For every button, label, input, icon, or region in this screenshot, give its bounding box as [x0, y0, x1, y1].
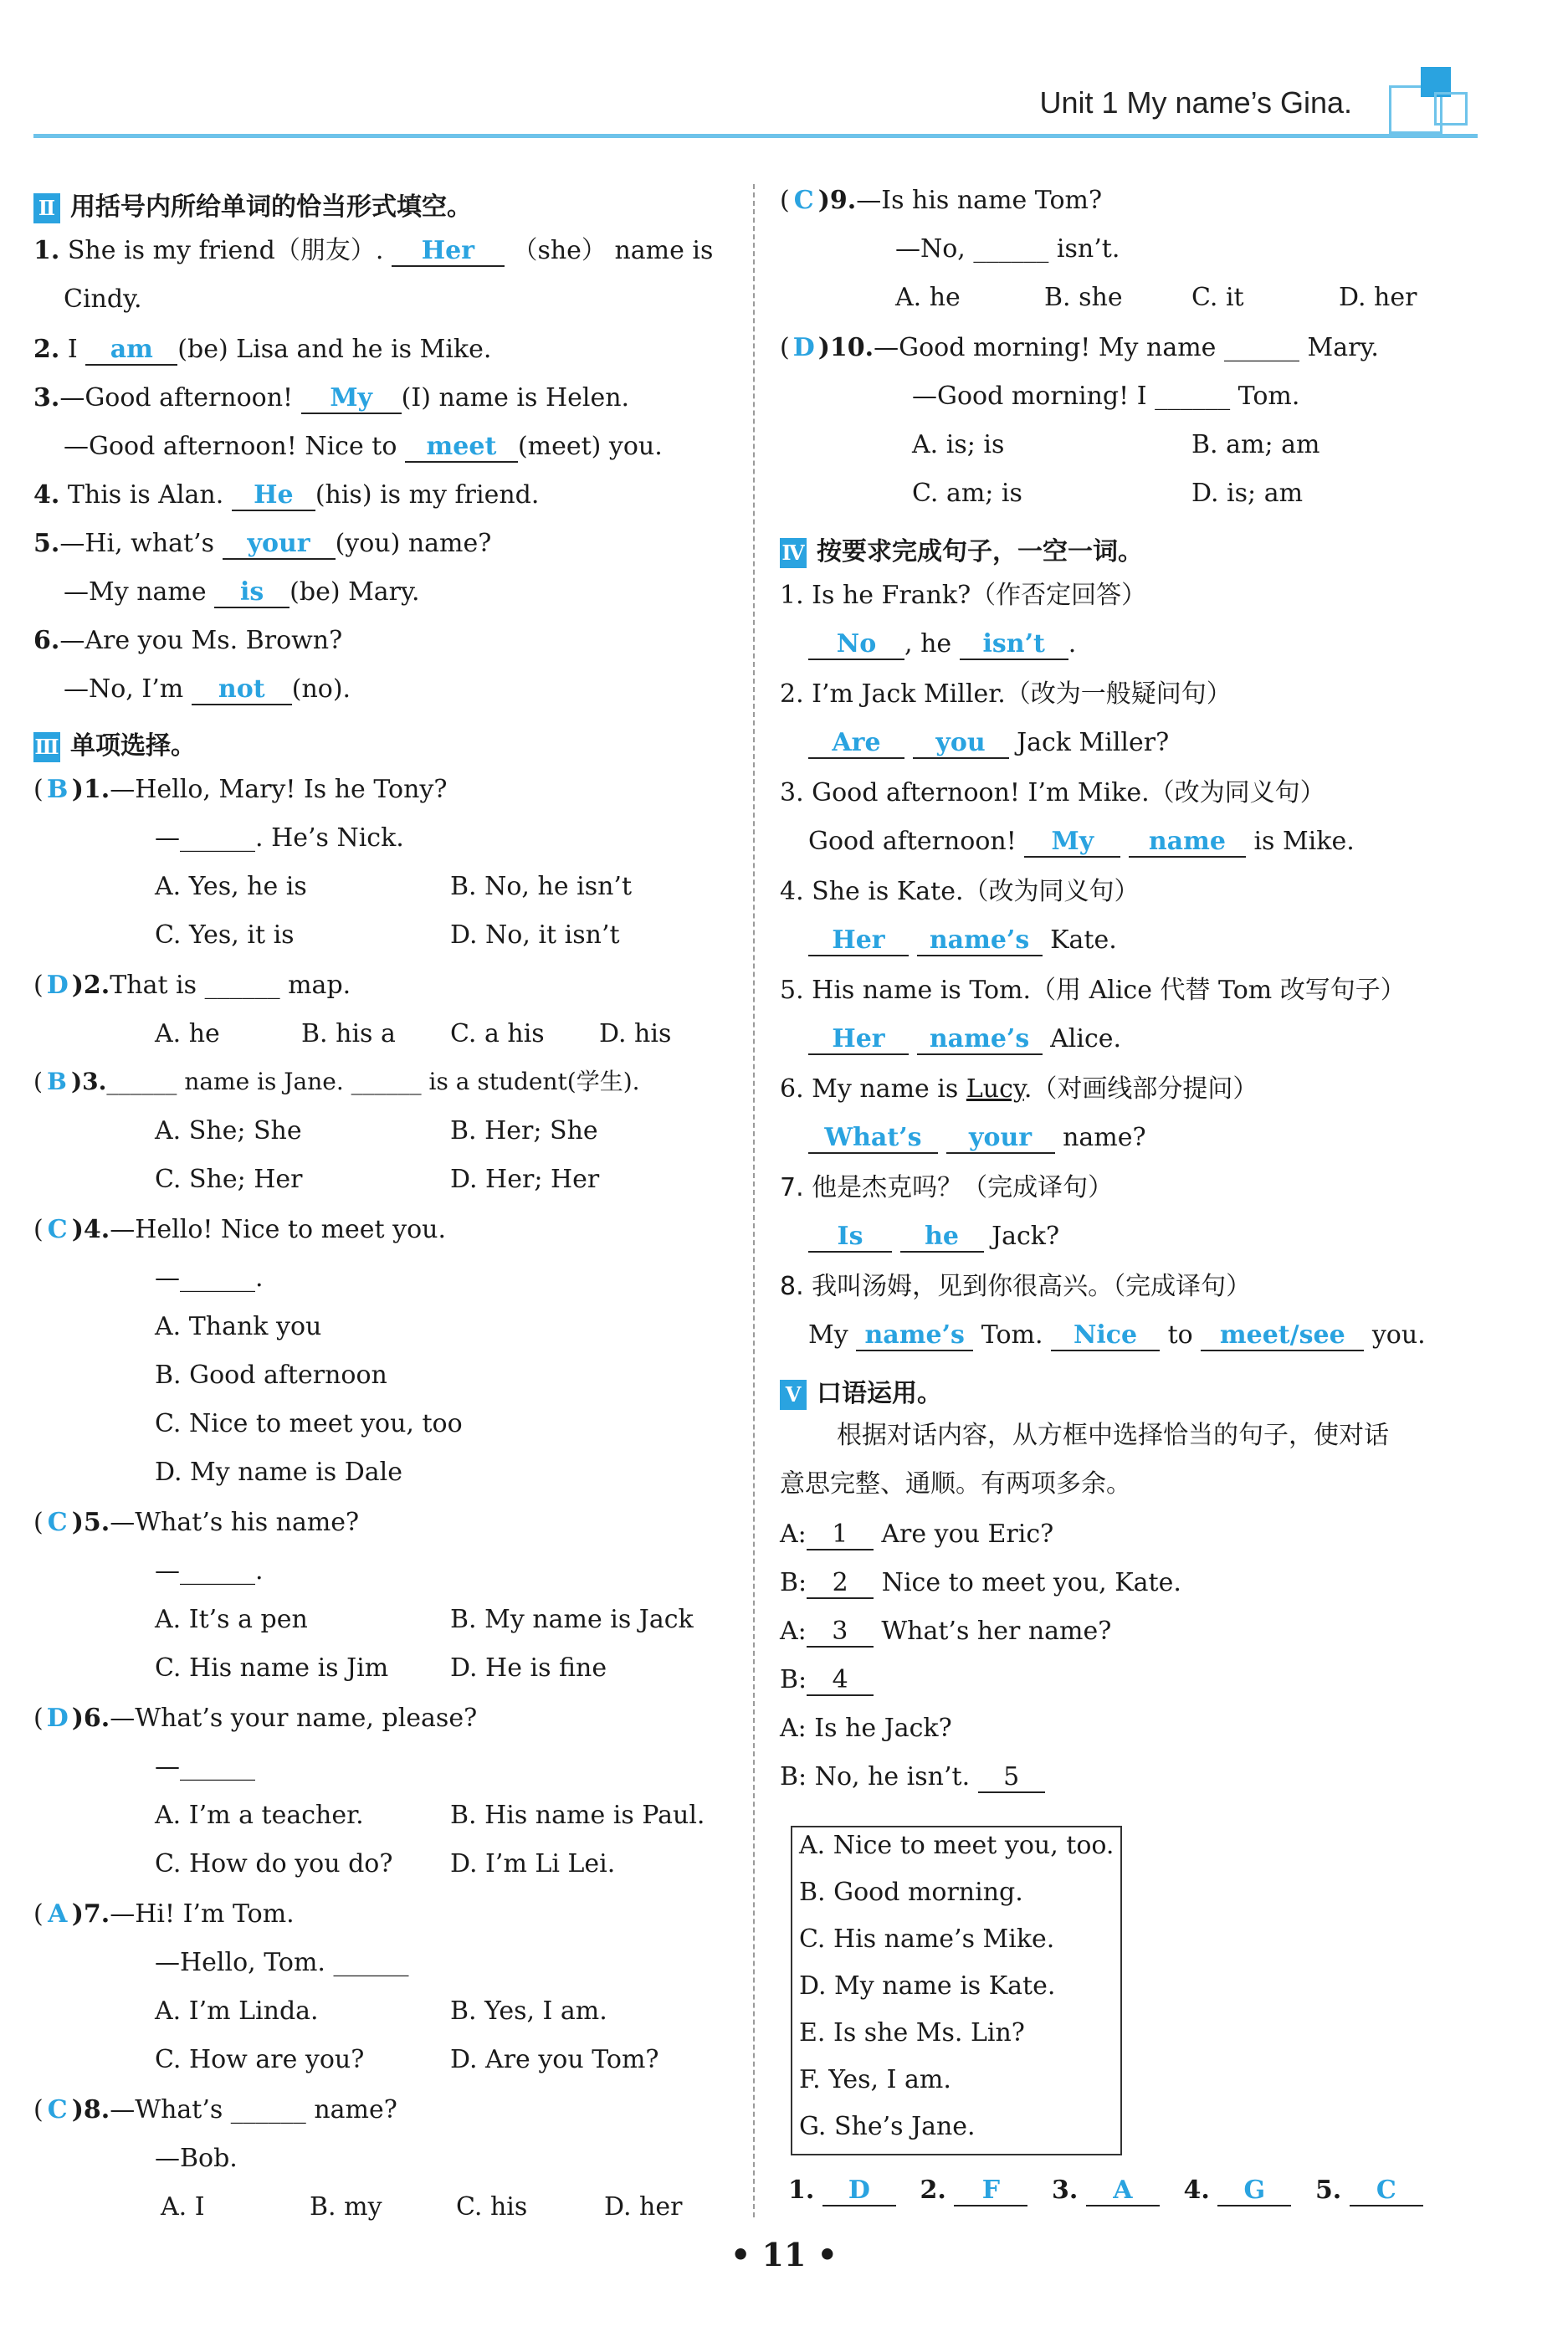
option-item: C. His name’s Mike.: [799, 1925, 1055, 1954]
answer-blank: Her: [392, 237, 505, 267]
mc-q5-line2: —______.: [155, 1556, 264, 1586]
option-c: C. am; is: [912, 479, 1022, 508]
option-d: D. her: [1339, 283, 1417, 312]
option-d: D. I’m Li Lei.: [450, 1849, 616, 1878]
section-3-heading: [33, 725, 196, 762]
fill-item-6: 6.—Are you Ms. Brown?: [33, 626, 343, 655]
dialogue-line-6: B: No, he isn’t. 5: [780, 1762, 1045, 1793]
option-d: D. My name is Dale: [155, 1458, 403, 1487]
option-b: B. Yes, I am.: [450, 1996, 607, 2026]
mc-q5: ( C )5.—What’s his name?: [33, 1508, 360, 1537]
transform-q1: 1. Is he Frank?（作否定回答）: [780, 581, 1147, 610]
transform-q2: 2. I’m Jack Miller.（改为一般疑问句）: [780, 679, 1232, 709]
transform-a4: Her name’s Kate.: [808, 925, 1117, 956]
dialogue-instructions-line2: 意思完整、通顺。有两项多余。: [780, 1469, 1131, 1499]
option-c: C. She; Her: [155, 1165, 303, 1194]
dialogue-line-2: B: 2 Nice to meet you, Kate.: [780, 1568, 1181, 1597]
answer-blank: is: [214, 578, 290, 608]
option-c: C. How are you?: [155, 2045, 365, 2074]
transform-q3: 3. Good afternoon! I’m Mike.（改为同义句）: [780, 778, 1325, 807]
section-title: 按要求完成句子，一空一词。: [817, 537, 1143, 566]
option-b: B. she: [1044, 283, 1123, 312]
answer-blank: am: [85, 336, 177, 366]
mc-q10-line2: —Good morning! I ______ Tom.: [912, 382, 1300, 411]
mc-q6-line2: —______: [155, 1752, 255, 1781]
section-numeral: Ⅴ: [780, 1380, 807, 1410]
option-d: D. Her; Her: [450, 1165, 600, 1194]
mc-q1: ( B )1.—Hello, Mary! Is he Tony?: [33, 775, 448, 804]
option-c: C. How do you do?: [155, 1849, 393, 1878]
section-numeral: Ⅲ: [33, 732, 60, 762]
mc-q9-line2: —No, ______ isn’t.: [895, 234, 1120, 264]
mc-q6: ( D )6.—What’s your name, please?: [33, 1704, 478, 1733]
option-d: D. He is fine: [450, 1653, 607, 1683]
mc-q3: ( B )3.______ name is Jane. ______ is a student(学生).: [33, 1068, 640, 1095]
fill-item-3: 3.—Good afternoon! My (I) name is Helen.: [33, 383, 630, 413]
transform-q7: 7. 他是杰克吗？（完成译句）: [780, 1173, 1114, 1202]
mc-answer: A: [48, 1899, 68, 1929]
option-a: A. I: [161, 2192, 205, 2222]
option-c: C. His name is Jim: [155, 1653, 389, 1683]
page-number: • 11 •: [730, 2236, 838, 2273]
option-c: C. Yes, it is: [155, 920, 295, 950]
mc-answer: D: [46, 1704, 69, 1733]
mc-q7: ( A )7.—Hi! I’m Tom.: [33, 1899, 295, 1929]
fill-item-1: 1. She is my friend（朋友）. Her （she） name is: [33, 236, 714, 265]
dialogue-line-4: B: 4: [780, 1665, 874, 1696]
transform-q4: 4. She is Kate.（改为同义句）: [780, 877, 1140, 906]
transform-a7: Is he Jack?: [808, 1222, 1059, 1253]
fill-item-6-line2: —No, I’m not (no).: [64, 674, 351, 704]
option-b: B. Her; She: [450, 1116, 598, 1145]
option-a: A. I’m a teacher.: [155, 1801, 364, 1830]
option-d: D. Are you Tom?: [450, 2045, 659, 2074]
option-item: D. My name is Kate.: [799, 1971, 1056, 2001]
option-item: E. Is she Ms. Lin?: [799, 2018, 1025, 2048]
transform-a2: Are you Jack Miller?: [808, 728, 1169, 759]
option-b: B. my: [310, 2192, 382, 2222]
option-c: C. his: [456, 2192, 528, 2222]
mc-answer: D: [792, 333, 815, 362]
option-b: B. My name is Jack: [450, 1605, 694, 1634]
dialogue-instructions-line1: 根据对话内容，从方框中选择恰当的句子，使对话: [837, 1421, 1389, 1450]
section-5-heading: [780, 1372, 942, 1410]
option-b: B. Good afternoon: [155, 1361, 387, 1390]
mc-answer: C: [793, 186, 814, 215]
header-rule: [33, 134, 1478, 138]
option-item: A. Nice to meet you, too.: [799, 1831, 1115, 1860]
dialogue-line-5: A: Is he Jack?: [780, 1714, 952, 1743]
answer-blank: not: [192, 675, 292, 705]
section-4-heading: [780, 530, 1143, 568]
transform-a1: No , he isn’t .: [808, 629, 1076, 660]
mc-q8: ( C )8.—What’s ______ name?: [33, 2095, 397, 2124]
option-d: D. is; am: [1191, 479, 1304, 508]
mc-q9: ( C )9.—Is his name Tom?: [780, 186, 1103, 215]
fill-item-5-line2: —My name is (be) Mary.: [64, 577, 420, 607]
option-a: A. She; She: [155, 1116, 302, 1145]
option-a: A. It’s a pen: [155, 1605, 308, 1634]
underlined-word: Lucy: [966, 1074, 1024, 1104]
transform-q6: 6. My name is Lucy.（对画线部分提问）: [780, 1074, 1258, 1104]
transform-a6: What’s your name?: [808, 1123, 1146, 1154]
fill-item-3-line2: —Good afternoon! Nice to meet (meet) you.: [64, 432, 663, 461]
section-title: 单项选择。: [70, 731, 196, 761]
dialogue-line-3: A: 3 What’s her name?: [780, 1617, 1112, 1646]
options-box: [791, 1826, 1122, 2155]
mc-q7-line2: —Hello, Tom. ______: [155, 1948, 409, 1977]
section-numeral: Ⅱ: [33, 193, 60, 223]
mc-q4-line2: —______.: [155, 1263, 264, 1293]
option-item: B. Good morning.: [799, 1878, 1023, 1907]
unit-title: Unit 1 My name’s Gina.: [1039, 85, 1352, 120]
fill-item-1-cont: Cindy.: [64, 284, 142, 314]
transform-q8: 8. 我叫汤姆，见到你很高兴。（完成译句）: [780, 1272, 1252, 1301]
transform-q5: 5. His name is Tom.（用 Alice 代替 Tom 改写句子）: [780, 976, 1406, 1005]
option-a: A. I’m Linda.: [155, 1996, 319, 2026]
option-item: G. She’s Jane.: [799, 2112, 976, 2141]
mc-answer: C: [47, 2095, 68, 2124]
option-b: B. am; am: [1191, 430, 1320, 459]
dialogue-line-1: A: 1 Are you Eric?: [780, 1520, 1054, 1549]
mc-q10: ( D )10.—Good morning! My name ______ Mary.: [780, 333, 1379, 362]
section-2-heading: [33, 186, 472, 223]
option-c: C. it: [1191, 283, 1244, 312]
transform-a3: Good afternoon! My name is Mike.: [808, 827, 1355, 856]
mc-q2: ( D )2.That is ______ map.: [33, 971, 351, 1000]
option-a: A. Thank you: [155, 1312, 322, 1341]
option-d: D. her: [604, 2192, 683, 2222]
option-d: D. No, it isn’t: [450, 920, 620, 950]
dialogue-answers: 1. D 2. F 3. A 4. G 5. C: [788, 2176, 1423, 2206]
section-title: 用括号内所给单词的恰当形式填空。: [70, 192, 472, 222]
mc-answer: C: [47, 1215, 68, 1244]
option-b: B. His name is Paul.: [450, 1801, 705, 1830]
corner-squares-decoration: [1389, 67, 1464, 134]
option-c: C. a his: [450, 1019, 545, 1048]
fill-item-5: 5.—Hi, what’s your (you) name?: [33, 529, 492, 558]
section-numeral: Ⅳ: [780, 538, 807, 568]
option-b: B. his a: [301, 1019, 396, 1048]
fill-item-4: 4. This is Alan. He (his) is my friend.: [33, 480, 540, 510]
option-item: F. Yes, I am.: [799, 2065, 951, 2094]
mc-q1-line2: —______. He’s Nick.: [155, 823, 404, 853]
option-a: A. Yes, he is: [155, 872, 307, 901]
mc-answer: C: [47, 1508, 68, 1537]
answer-blank: My: [301, 384, 402, 414]
transform-a8: My name’s Tom. Nice to meet/see you.: [808, 1320, 1426, 1350]
option-a: A. he: [155, 1019, 220, 1048]
answer-blank: meet: [405, 433, 518, 463]
answer-blank: He: [232, 481, 315, 511]
transform-a5: Her name’s Alice.: [808, 1024, 1121, 1055]
mc-q4: ( C )4.—Hello! Nice to meet you.: [33, 1215, 446, 1244]
mc-q8-line2: —Bob.: [155, 2144, 238, 2173]
option-b: B. No, he isn’t: [450, 872, 633, 901]
option-c: C. Nice to meet you, too: [155, 1409, 463, 1438]
mc-answer: D: [46, 971, 69, 1000]
option-a: A. is; is: [912, 430, 1005, 459]
option-d: D. his: [599, 1019, 672, 1048]
mc-answer: B: [47, 1068, 67, 1095]
option-a: A. he: [895, 283, 961, 312]
column-divider: [753, 184, 755, 2217]
mc-answer: B: [47, 775, 69, 804]
answer-blank: your: [223, 530, 336, 560]
fill-item-2: 2. I am (be) Lisa and he is Mike.: [33, 335, 492, 364]
section-title: 口语运用。: [817, 1379, 942, 1408]
